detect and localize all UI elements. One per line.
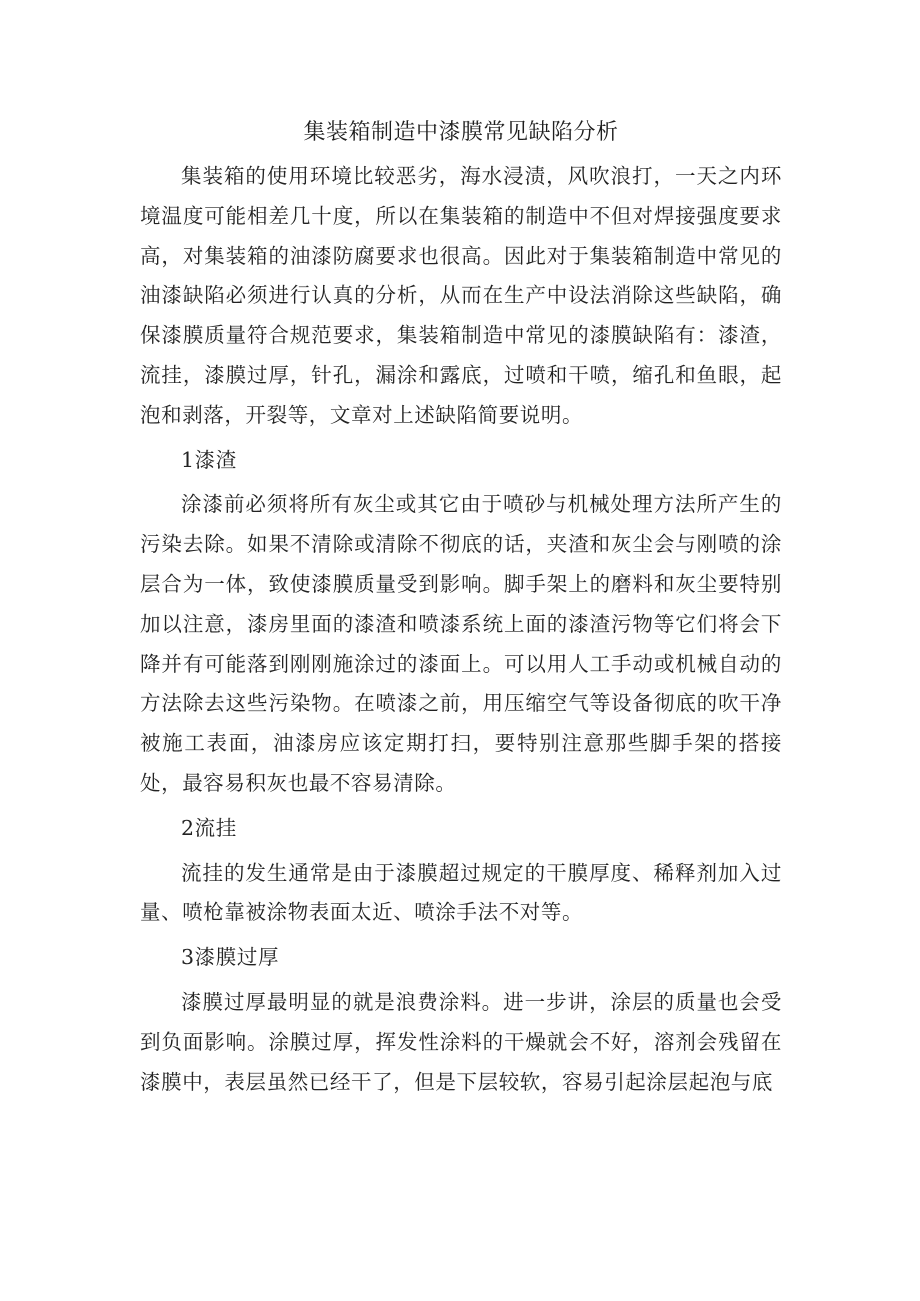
section-heading-excess-thickness: 3漆膜过厚 <box>181 945 280 970</box>
intro-paragraph: 集装箱的使用环境比较恶劣，海水浸渍，风吹浪打，一天之内环境温度可能相差几十度，所以在集装箱的制造中不但对焊接强度要求高，对集装箱的油漆防腐要求也很高。因此对于集装箱制造中常见的油漆缺陷必须进行认真的分析，从而在生产中设法消除这些缺陷，确保漆膜质量符合规范要求，集装箱制造中常见的漆膜缺陷有：漆渣，流挂，漆膜过厚，针孔，漏涂和露底，过喷和干喷，缩孔和鱼眼，起泡和剥落，开裂等，文章对上述缺陷简要说明。 <box>140 164 782 427</box>
section-body-slag: 涂漆前必须将所有灰尘或其它由于喷砂与机械处理方法所产生的污染去除。如果不清除或清除不彻底的话，夹渣和灰尘会与刚喷的涂层合为一体，致使漆膜质量受到影响。脚手架上的磨料和灰尘要特别加以注意，漆房里面的漆渣和喷漆系统上面的漆渣污物等它们将会下降并有可能落到刚刚施涂过的漆面上。可以用人工手动或机械自动的方法除去这些污染物。在喷漆之前，用压缩空气等设备彻底的吹干净被施工表面，油漆房应该定期打扫，要特别注意那些脚手架的搭接处，最容易积灰也最不容易清除。 <box>140 492 782 795</box>
section-body-sagging: 流挂的发生通常是由于漆膜超过规定的干膜厚度、稀释剂加入过量、喷枪靠被涂物表面太近、喷涂手法不对等。 <box>140 860 782 925</box>
section-body-excess-thickness: 漆膜过厚最明显的就是浪费涂料。进一步讲，涂层的质量也会受到负面影响。涂膜过厚，挥发性涂料的干燥就会不好，溶剂会残留在漆膜中，表层虽然已经干了，但是下层较软，容易引起涂层起泡与底 <box>140 989 782 1094</box>
section-heading-slag: 1漆渣 <box>181 447 237 472</box>
document-title: 集装箱制造中漆膜常见缺陷分析 <box>303 120 619 145</box>
section-heading-sagging: 2流挂 <box>181 815 237 840</box>
document-body <box>140 118 782 1102</box>
